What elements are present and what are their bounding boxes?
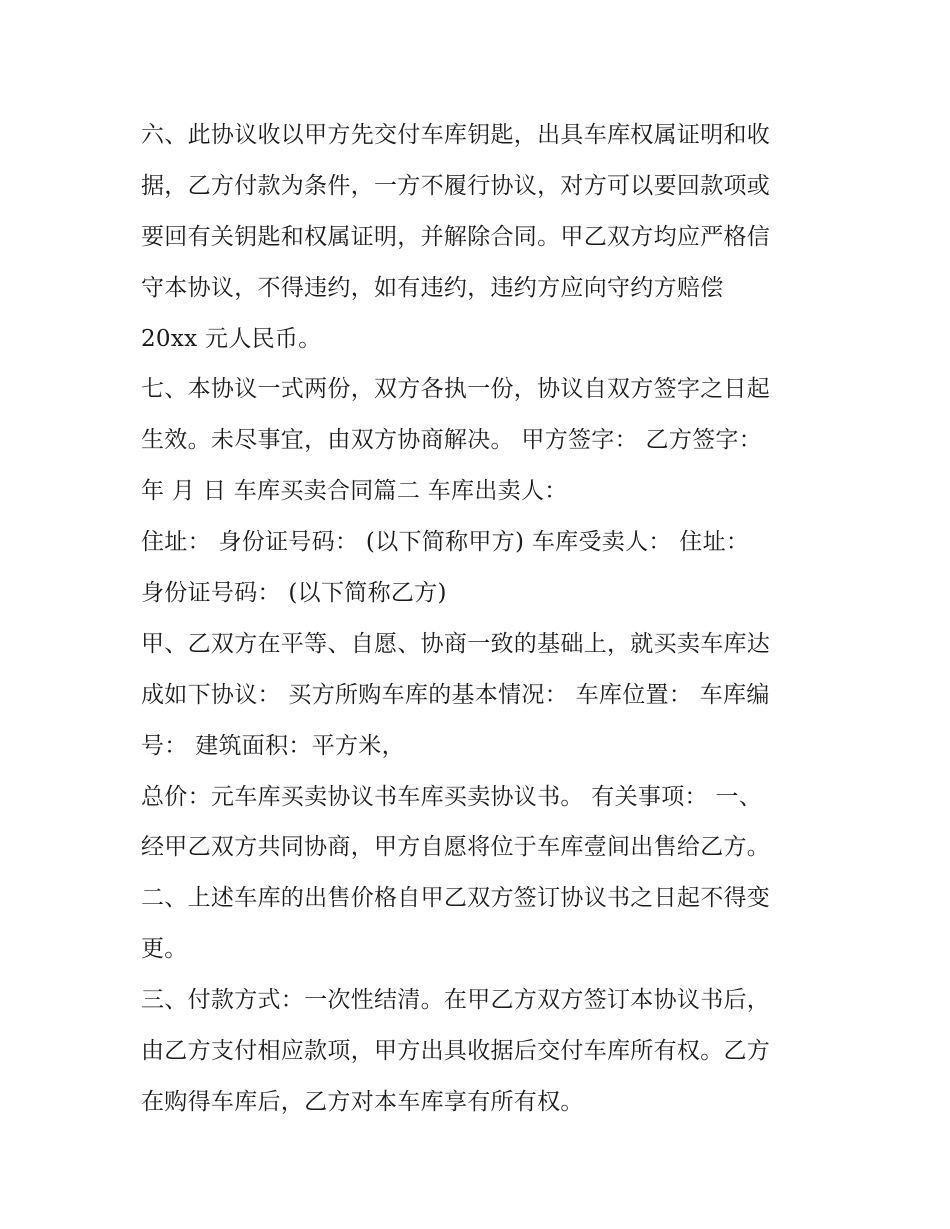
text-line: 更。 (141, 936, 188, 963)
text-line: 二、上述车库的出售价格自甲乙双方签订协议书之日起不得变 (141, 885, 771, 912)
text-line: 甲、乙双方在平等、自愿、协商一致的基础上，就买卖车库达 (141, 630, 771, 657)
text-line: 生效。未尽事宜，由双方协商解决。 甲方签字： 乙方签字： (141, 427, 763, 454)
text-line: 要回有关钥匙和权属证明，并解除合同。甲乙双方均应严格信 (141, 223, 771, 250)
document-body (141, 110, 831, 1128)
text-line: 20xx 元人民币。 (141, 325, 322, 352)
text-line: 三、付款方式：一次性结清。在甲乙方双方签订本协议书后， (141, 987, 771, 1014)
text-line: 六、此协议收以甲方先交付车库钥匙，出具车库权属证明和收 (141, 122, 771, 148)
text-line: 由乙方支付相应款项，甲方出具收据后交付车库所有权。乙方 (141, 1038, 771, 1065)
text-line: 总价：元车库买卖协议书车库买卖协议书。 有关事项： 一、 (141, 783, 763, 810)
text-line: 成如下协议： 买方所购车库的基本情况： 车库位置： 车库编 (141, 681, 770, 708)
text-line: 号： 建筑面积：平方米， (141, 732, 405, 759)
text-line: 七、本协议一式两份，双方各执一份，协议自双方签字之日起 (141, 376, 771, 403)
text-line: 据，乙方付款为条件，一方不履行协议，对方可以要回款项或 (141, 172, 771, 199)
text-line: 身份证号码： (以下简称乙方) (141, 580, 447, 607)
text-line: 在购得车库后，乙方对本车库享有所有权。 (141, 1088, 584, 1115)
text-line: 守本协议，不得违约，如有违约，违约方应向守约方赔偿 (141, 274, 724, 301)
text-line: 经甲乙双方共同协商，甲方自愿将位于车库壹间出售给乙方。 (141, 834, 771, 861)
text-line: 住址： 身份证号码： (以下简称甲方) 车库受卖人： 住址： (141, 529, 750, 556)
text-line: 年 月 日 车库买卖合同篇二 车库出卖人： (141, 478, 568, 505)
